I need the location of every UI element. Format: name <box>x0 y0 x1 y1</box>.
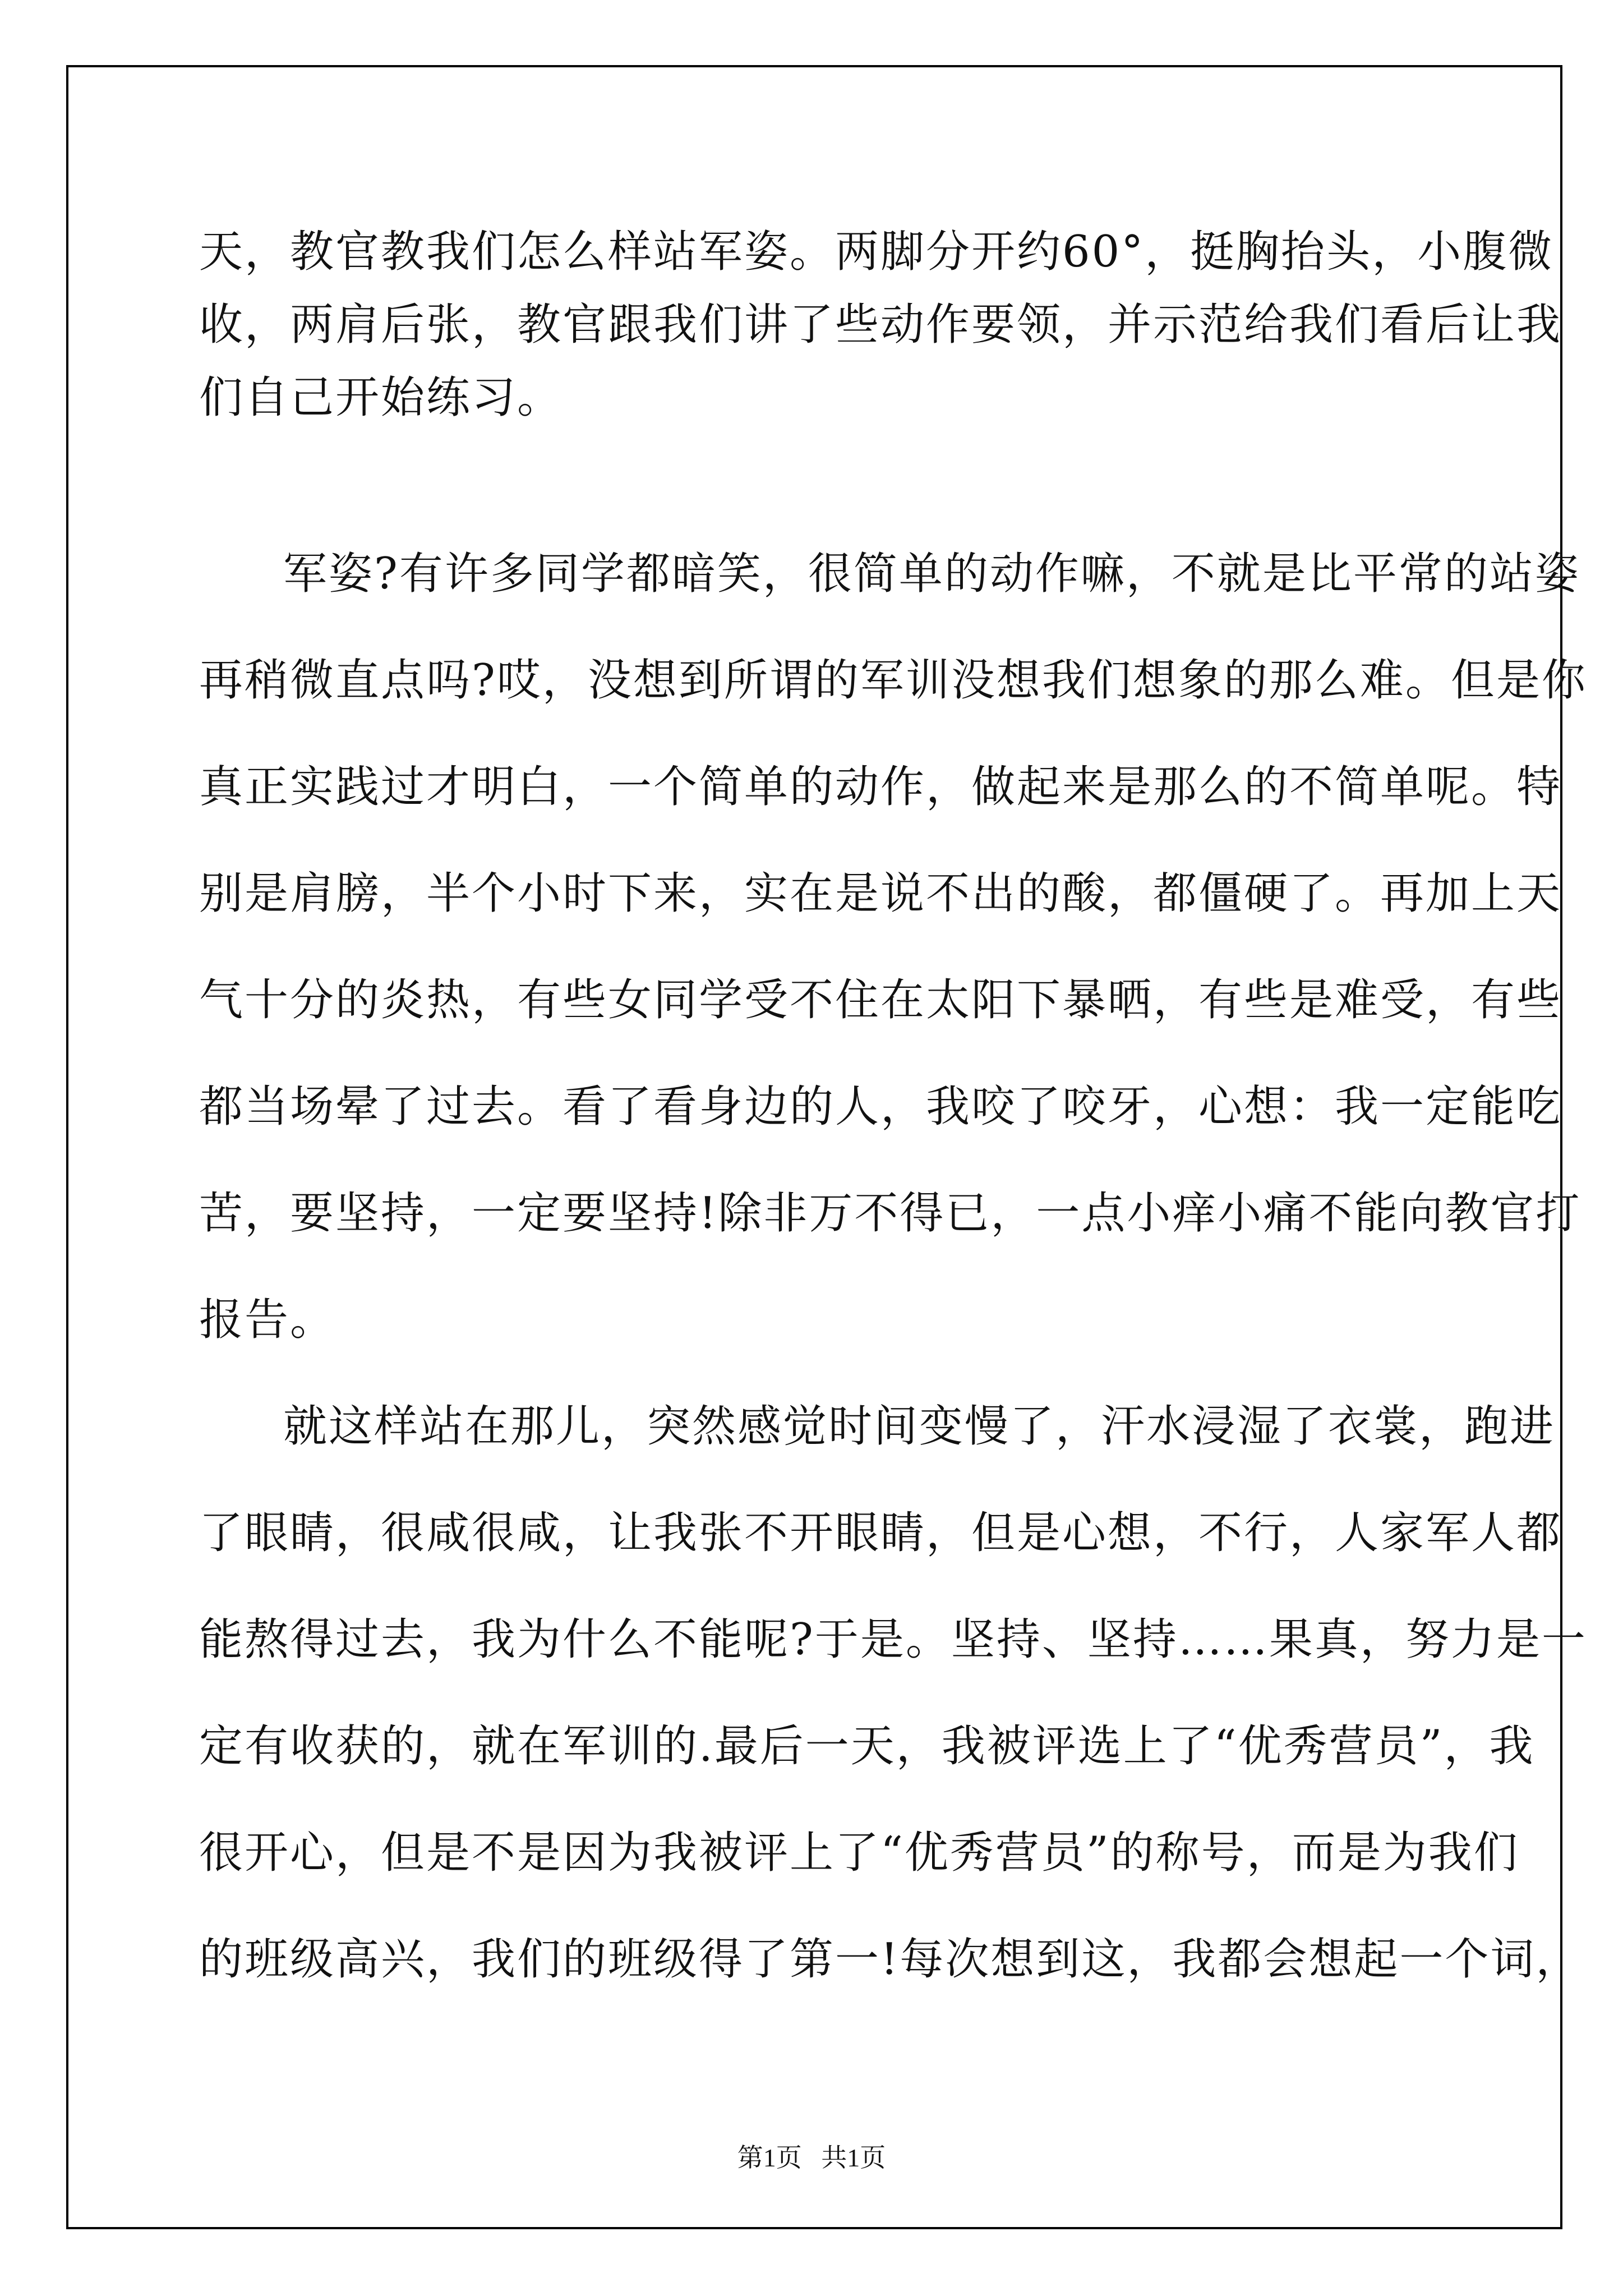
text-line: 天，教官教我们怎么样站军姿。两脚分开约60°，挺胸抬头，小腹微 <box>199 227 1554 277</box>
page-footer: 第1页 共1页 <box>737 2143 886 2172</box>
text-line: 了眼睛，很咸很咸，让我张不开眼睛，但是心想，不行，人家军人都 <box>199 1508 1562 1558</box>
text-line: 报告。 <box>199 1295 336 1345</box>
text-line: 再稍微直点吗?哎，没想到所谓的军训没想我们想象的那么难。但是你 <box>199 655 1587 706</box>
text-line: 们自己开始练习。 <box>199 372 563 423</box>
text-line: 就这样站在那儿，突然感觉时间变慢了，汗水浸湿了衣裳，跑进 <box>283 1401 1556 1452</box>
text-line: 气十分的炎热，有些女同学受不住在太阳下暴晒，有些是难受，有些 <box>199 975 1562 1025</box>
text-line: 收，两肩后张，教官跟我们讲了些动作要领，并示范给我们看后让我 <box>199 300 1562 350</box>
text-line: 军姿?有许多同学都暗笑，很简单的动作嘛，不就是比平常的站姿 <box>283 549 1580 599</box>
text-line: 定有收获的，就在军训的.最后一天，我被评选上了“优秀营员”，我 <box>199 1721 1535 1772</box>
text-line: 能熬得过去，我为什么不能呢?于是。坚持、坚持……果真，努力是一 <box>199 1614 1587 1665</box>
text-line: 都当场晕了过去。看了看身边的人，我咬了咬牙，心想：我一定能吃 <box>199 1082 1562 1132</box>
text-line: 的班级高兴，我们的班级得了第一!每次想到这，我都会想起一个词， <box>199 1934 1581 1985</box>
text-line: 苦，要坚持，一定要坚持!除非万不得已，一点小痒小痛不能向教官打 <box>199 1188 1581 1239</box>
text-line: 别是肩膀，半个小时下来，实在是说不出的酸，都僵硬了。再加上天 <box>199 868 1562 919</box>
text-line: 很开心，但是不是因为我被评上了“优秀营员”的称号，而是为我们 <box>199 1828 1519 1878</box>
text-line: 真正实践过才明白，一个简单的动作，做起来是那么的不简单呢。特 <box>199 762 1562 812</box>
